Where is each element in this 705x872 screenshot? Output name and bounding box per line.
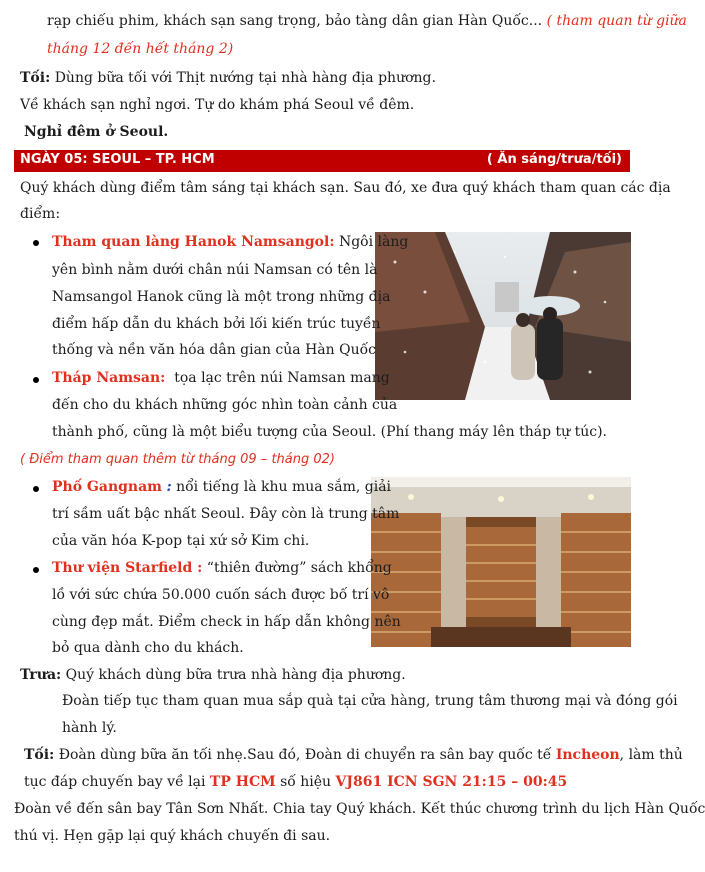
evening-text-1: Đoàn dùng bữa ăn tối nhẹ.Sau đó, Đoàn di chuyển ra sân bay quốc tế: [58, 747, 552, 763]
day-title: NGÀY 05: SEOUL – TP. HCM: [20, 152, 215, 167]
gangnam-title: Phố Gangnam: [52, 479, 162, 495]
bullet-starfield: [33, 567, 39, 573]
gangnam-line-2: trí sầm uất bậc nhất Seoul. Đây còn là trung tâm: [52, 506, 400, 522]
hanok-line-2: yên bình nằm dưới chân núi Namsan có tên là: [52, 262, 378, 278]
starfield-title: Thư viện Starfield :: [52, 560, 203, 576]
evening-text-2: tục đáp chuyến bay về lại: [24, 774, 206, 790]
destination-city: TP HCM: [209, 774, 276, 790]
hanok-line-3: Namsangol Hanok cũng là một trong những địa: [52, 289, 391, 305]
gangnam-text-1: nổi tiếng là khu mua sắm, giải: [176, 479, 392, 495]
evening-line-1: [24, 746, 683, 765]
intro-line-1: [47, 12, 687, 31]
lunch-line-3: hành lý.: [62, 720, 117, 736]
namsan-line-2: đến cho du khách những góc nhìn toàn cảnh của: [52, 397, 398, 413]
hanok-village-photo: [375, 232, 631, 400]
day-meals: ( Ăn sáng/trưa/tối): [486, 152, 622, 167]
day-banner: [14, 150, 630, 172]
bullet-namsan: [33, 377, 39, 383]
bullet-gangnam: [33, 486, 39, 492]
evening-text-2b: số hiệu: [280, 774, 332, 790]
lunch-label: Trưa:: [20, 667, 62, 683]
dinner-text: Dùng bữa tối với Thịt nướng tại nhà hàng địa phương.: [54, 70, 436, 86]
hanok-line-4: điểm hấp dẫn du khách bởi lối kiến trúc tuyền: [52, 316, 381, 332]
closing-line-2: thú vị. Hẹn gặp lại quý khách chuyến đi sau.: [14, 828, 331, 844]
gangnam-line-1: [52, 478, 391, 497]
namsan-text-1: tọa lạc trên núi Namsan mang: [174, 370, 390, 386]
starfield-library-photo: [371, 477, 631, 647]
starfield-line-3: cùng đẹp mắt. Điểm check in hấp dẫn không nên: [52, 614, 401, 630]
dinner-label: Tối:: [20, 70, 51, 86]
closing-line-1: Đoàn về đến sân bay Tân Sơn Nhất. Chia tay Quý khách. Kết thúc chương trình du lịch Hàn Quốc: [14, 801, 705, 817]
namsan-line-1: [52, 369, 390, 388]
airport-name: Incheon: [555, 747, 620, 763]
lunch-line-2: Đoàn tiếp tục tham quan mua sắp quà tại cửa hàng, trung tâm thương mại và đóng gói: [62, 693, 678, 709]
namsan-title: Tháp Namsan:: [52, 370, 166, 386]
evening-label: Tối:: [24, 747, 55, 763]
gangnam-line-3: của văn hóa K-pop tại xứ sở Kim chi.: [52, 533, 310, 549]
overnight-line: Nghỉ đêm ở Seoul.: [24, 124, 169, 140]
lunch-line-1: [20, 666, 406, 685]
day-intro-2: điểm:: [20, 206, 61, 222]
day-intro-1: Quý khách dùng điểm tâm sáng tại khách sạn. Sau đó, xe đưa quý khách tham quan các địa: [20, 180, 671, 196]
starfield-line-1: [52, 559, 392, 578]
hanok-text-1: Ngôi làng: [338, 234, 409, 250]
hotel-line: Về khách sạn nghỉ ngơi. Tự do khám phá Seoul về đêm.: [20, 97, 415, 113]
evening-text-1b: , làm thủ: [619, 747, 683, 763]
starfield-text-1: “thiên đường” sách khổng: [206, 560, 392, 576]
season-note-cont: tháng 12 đến hết tháng 2): [47, 41, 234, 57]
evening-line-2: [24, 773, 567, 792]
hanok-line-1: [52, 233, 408, 252]
bullet-hanok: [33, 240, 39, 246]
starfield-line-4: bỏ qua dành cho du khách.: [52, 640, 244, 656]
lunch-text-1: Quý khách dùng bữa trưa nhà hàng địa phương.: [65, 667, 406, 683]
season-note: ( tham quan từ giữa: [546, 13, 687, 29]
flight-info: VJ861 ICN SGN 21:15 – 00:45: [335, 774, 568, 790]
dinner-line: [20, 69, 436, 88]
gangnam-colon: :: [166, 479, 172, 495]
extra-attractions-note: ( Điểm tham quan thêm từ tháng 09 – tháng 02): [20, 452, 335, 467]
attractions-text: rạp chiếu phim, khách sạn sang trọng, bảo tàng dân gian Hàn Quốc...: [47, 13, 543, 29]
namsan-line-3: thành phố, cũng là một biểu tượng của Seoul. (Phí thang máy lên tháp tự túc).: [52, 424, 607, 440]
hanok-title: Tham quan làng Hanok Namsangol:: [52, 234, 335, 250]
hanok-line-5: thống và nền văn hóa dân gian của Hàn Quốc: [52, 342, 377, 358]
starfield-line-2: lồ với sức chứa 50.000 cuốn sách được bố trí vô: [52, 587, 390, 603]
